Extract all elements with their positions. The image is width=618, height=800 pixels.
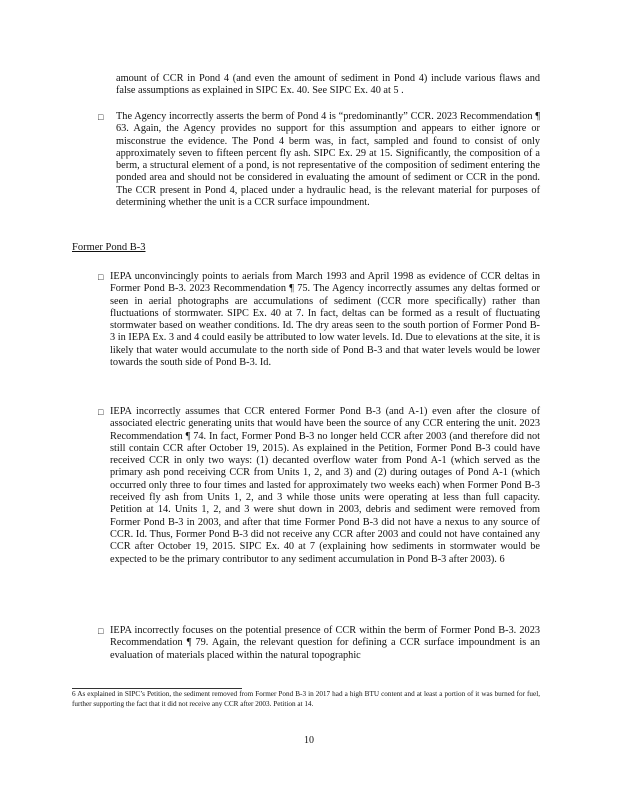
footnote-separator — [72, 688, 242, 689]
footnote: 6 As explained in SIPC’s Petition, the sediment removed from Former Pond B-3 in 2017 had a high BTU content and at least a portion of it was burned for fuel, further supporting the fact that it did not receive any CCR after 2003. Petition at 14. — [72, 690, 540, 708]
bullet-marker: □ — [98, 272, 104, 282]
section-heading: Former Pond B-3 — [72, 242, 146, 253]
bullet-marker: □ — [98, 112, 104, 122]
bullet-marker: □ — [98, 626, 104, 636]
bullet-b3-closure: IEPA incorrectly assumes that CCR entered Former Pond B-3 (and A-1) even after the closure of associated electric generating units that would have been the source of any CCR entering the unit. 2023 Recommendation ¶ 74. In fact, Former Pond B-3 no longer held CCR after 2003 (and therefore did not still contain CCR after October 19, 2015). As explained in the Petition, Former Pond B-3 could have received CCR in only two ways: (1) decanted overflow water from Pond A-1 (which served as the primary ash pond receiving CCR from Units 1, 2, and 3) and (2) during outages of Pond A-1 (which occurred only three to four times and lasted for approximately two weeks each) when Former Pond B-3 received fly ash from Units 1, 2, and 3 while those units were operating at less than full capacity. Petition at 14. Units 1, 2, and 3 were shut down in 2003, debris and sediment were removed from Former Pond B-3 in 2003, and after that time Former Pond B-3 did not have a nexus to any source of CCR. Id. Thus, Former Pond B-3 did not receive any CCR after 2003 and could not have contained any CCR after October 19, 2015. SIPC Ex. 40 at 7 (explaining how sediments in stormwater would be expected to be the primary contributor to any sediment accumulation in Pond B-3 after 2003). 6 — [110, 406, 540, 565]
page-number: 10 — [304, 735, 314, 746]
bullet-b3-deltas: IEPA unconvincingly points to aerials from March 1993 and April 1998 as evidence of CCR deltas in Former Pond B-3. 2023 Recommendation ¶ 75. The Agency incorrectly assumes any deltas formed or seen in aerial photographs are accumulations of sediment (CCR more specifically) rather than fluctuations of stormwater. SIPC Ex. 40 at 7. In fact, deltas can be formed as a result of fluctuating stormwater based on weather conditions. Id. The dry areas seen to the south portion of Former Pond B-3 in IEPA Ex. 3 and 4 could easily be attributed to low water levels. Id. Due to elevations at the site, it is likely that water would accumulate to the north side of Pond B-3 and that water levels would be lower towards the south side of Pond B-3. Id. — [110, 271, 540, 369]
continuation-paragraph: amount of CCR in Pond 4 (and even the amount of sediment in Pond 4) include various flaws and false assumptions as explained in SIPC Ex. 40. See SIPC Ex. 40 at 5 . — [116, 73, 540, 97]
bullet-marker: □ — [98, 407, 104, 417]
bullet-pond4-berm: The Agency incorrectly asserts the berm of Pond 4 is “predominantly” CCR. 2023 Recommendation ¶ 63. Again, the Agency provides no support for this assumption and appears to either ignore or misconstrue the evidence. The Pond 4 berm was, in fact, sampled and found to consist of only approximately seven to fifteen percent fly ash. SIPC Ex. 29 at 15. Significantly, the composition of a berm, a structural element of a pond, is not representative of the composition of sediment entering the ponded area and should not be considered in evaluating the amount of sediment or CCR in the pond. The CCR present in Pond 4, placed under a hydraulic head, is the relevant material for purposes of determining whether the unit is a CCR surface impoundment. — [116, 111, 540, 209]
bullet-b3-berm: IEPA incorrectly focuses on the potential presence of CCR within the berm of Former Pond B-3. 2023 Recommendation ¶ 79. Again, the relevant question for defining a CCR surface impoundment is an evaluation of materials placed within the natural topographic — [110, 625, 540, 661]
